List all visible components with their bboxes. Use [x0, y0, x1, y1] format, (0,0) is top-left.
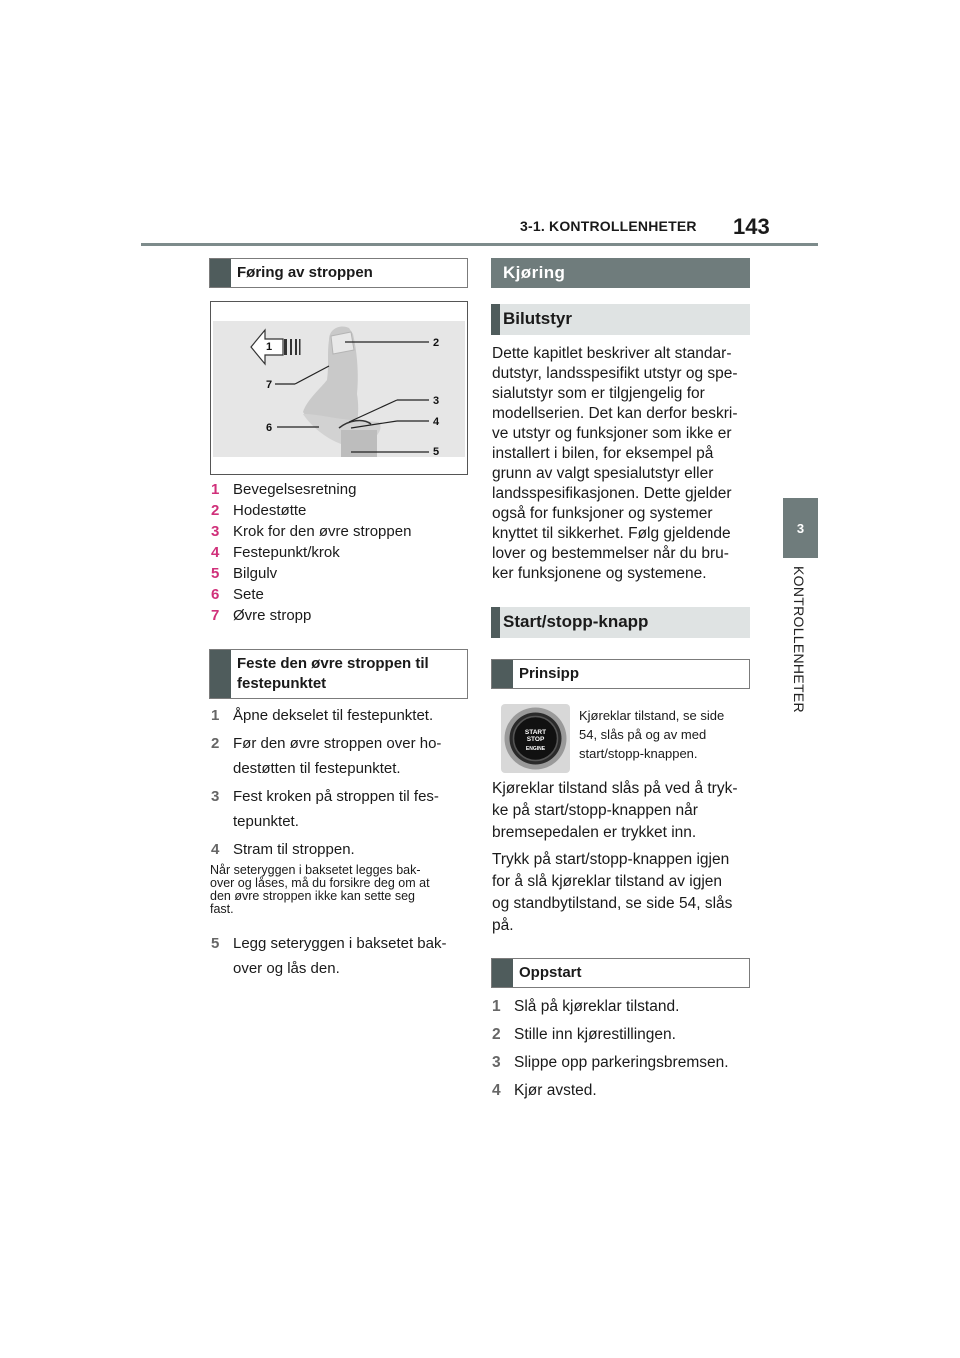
callout-7: 7 [266, 379, 273, 391]
paragraph-line: ke på start/stopp-knappen når [492, 802, 698, 819]
paragraph-line: sialutstyr som er tilgjengelig for [492, 385, 705, 402]
headrest-shape [331, 332, 354, 354]
legend-item [211, 605, 471, 626]
step-number: 1 [211, 707, 220, 724]
step-text: destøtten til festepunktet. [233, 760, 401, 777]
heading-bar [491, 607, 500, 638]
heading-box-attach-strap [209, 649, 468, 699]
paragraph-line: ker funksjonene og systemene. [492, 565, 707, 582]
step-item [211, 933, 473, 979]
chapter-tab: 3 [783, 498, 818, 558]
paragraph-line: lover og bestemmelser når du bru- [492, 545, 729, 562]
paragraph-line: installert i bilen, for eksempel på [492, 445, 714, 462]
legend-number: 1 [211, 481, 220, 498]
step-number: 5 [211, 935, 220, 952]
callout-1: 1 [266, 341, 273, 353]
callout-6: 6 [266, 422, 273, 434]
paragraph-line: ve utstyr og funksjoner som ikke er [492, 425, 732, 442]
seat-diagram [211, 302, 467, 474]
heading-box-label: Prinsipp [519, 665, 580, 682]
paragraph-line: bremsepedalen er trykket inn. [492, 824, 697, 841]
subheading-label: Bilutstyr [503, 309, 572, 328]
page-number: 143 [733, 214, 770, 239]
step-item [492, 1080, 754, 1101]
paragraph-line: modellserien. Det kan derfor beskri- [492, 405, 738, 422]
step-text: Stram til stroppen. [233, 841, 355, 858]
legend-text: Øvre stropp [233, 607, 312, 624]
heading-bar [210, 650, 231, 698]
caption-line: start/stopp-knappen. [579, 746, 698, 761]
legend-item [211, 521, 471, 542]
legend-number: 4 [211, 544, 220, 561]
button-text-start: START [524, 729, 547, 736]
paragraph-line: grunn av valgt spesialutstyr eller [492, 465, 714, 482]
legend-number: 2 [211, 502, 220, 519]
step-item [492, 1052, 754, 1073]
step-number: 4 [211, 841, 220, 858]
floor-shape [341, 430, 377, 457]
legend-text: Hodestøtte [233, 502, 307, 519]
step-text: Før den øvre stroppen over ho- [233, 735, 442, 752]
step-text: Kjør avsted. [514, 1082, 597, 1099]
paragraph-line: og standbytilstand, se side 54, slås [492, 895, 733, 912]
step-text: Stille inn kjørestillingen. [514, 1026, 676, 1043]
paragraph-line: også for funksjoner og systemer [492, 505, 713, 522]
button-caption [579, 706, 754, 763]
callout-4: 4 [433, 416, 440, 428]
legend-item [211, 542, 471, 563]
ready-state-paragraph [492, 778, 754, 844]
legend-text: Festepunkt/krok [233, 544, 340, 561]
step-text: over og lås den. [233, 960, 340, 977]
section-heading-driving [491, 258, 750, 288]
heading-bar [491, 304, 500, 335]
figure-legend [211, 479, 471, 626]
legend-text: Krok for den øvre stroppen [233, 523, 412, 540]
paragraph-line: Trykk på start/stopp-knappen igjen [492, 851, 730, 868]
heading-box-principle [491, 659, 750, 689]
step-item [492, 1024, 754, 1045]
button-text-engine: ENGINE [525, 746, 546, 752]
callout-2: 2 [433, 337, 440, 349]
note-line: Når seteryggen i baksetet legges bak- [210, 863, 421, 877]
subheading-start-stop [491, 607, 750, 638]
standby-paragraph [492, 849, 754, 937]
heading-bar [492, 660, 513, 688]
caption-line: Kjøreklar tilstand, se side [579, 708, 725, 723]
subheading-label: Start/stopp-knapp [503, 612, 649, 631]
strap-figure [210, 301, 468, 475]
step-number: 1 [492, 998, 501, 1015]
running-header-title: 3-1. KONTROLLENHETER [520, 218, 697, 234]
chapter-tab-label: KONTROLLENHETER [791, 566, 807, 713]
legend-item [211, 563, 471, 584]
arrow-tail-bar-2 [290, 339, 292, 355]
attach-steps [211, 705, 473, 860]
legend-number: 6 [211, 586, 220, 603]
step-item [211, 839, 473, 860]
step-item [211, 705, 473, 726]
note-line: fast. [210, 902, 234, 916]
heading-box-strap-routing [209, 258, 468, 288]
step-number: 2 [211, 735, 220, 752]
paragraph-line: på. [492, 917, 514, 934]
step-number: 4 [492, 1082, 501, 1099]
heading-box-startup [491, 958, 750, 988]
legend-text: Sete [233, 586, 264, 603]
arrow-tail-bar-4 [299, 339, 301, 355]
subheading-equipment [491, 304, 750, 335]
step-number: 3 [492, 1054, 501, 1071]
step-item [492, 996, 754, 1017]
section-heading-label: Kjøring [503, 263, 566, 282]
paragraph-line: for å slå kjøreklar tilstand av igjen [492, 873, 723, 890]
arrow-tail-bar-1 [284, 339, 287, 355]
legend-item [211, 584, 471, 605]
heading-box-label: Feste den øvre stroppen til festepunktet [237, 655, 429, 692]
step-text: tepunktet. [233, 813, 299, 830]
legend-number: 3 [211, 523, 220, 540]
heading-box-label: Føring av stroppen [237, 264, 373, 281]
warning-note [210, 864, 472, 916]
paragraph-line: Dette kapitlet beskriver alt standar- [492, 345, 732, 362]
heading-box-label: Oppstart [519, 964, 582, 981]
step-text: Fest kroken på stroppen til fes- [233, 788, 439, 805]
legend-item [211, 479, 471, 500]
button-text-stop: STOP [526, 736, 545, 743]
start-stop-button-icon [501, 704, 570, 773]
step-text: Slippe opp parkeringsbremsen. [514, 1054, 729, 1071]
equipment-paragraph [492, 344, 754, 584]
step-item [211, 733, 473, 779]
legend-item [211, 500, 471, 521]
legend-text: Bevegelsesretning [233, 481, 357, 498]
step-text: Åpne dekselet til festepunktet. [233, 707, 434, 724]
step-text: Slå på kjøreklar tilstand. [514, 998, 680, 1015]
step-number: 2 [492, 1026, 501, 1043]
start-stop-button-image [501, 704, 570, 773]
legend-number: 5 [211, 565, 220, 582]
heading-bar [210, 259, 231, 287]
note-line: den øvre stroppen ikke kan sette seg [210, 889, 415, 903]
caption-line: 54, slås på og av med [579, 727, 707, 742]
legend-text: Bilgulv [233, 565, 278, 582]
legend-number: 7 [211, 607, 220, 624]
paragraph-line: knyttet til sikkerhet. Følg gjeldende [492, 525, 731, 542]
step-number: 3 [211, 788, 220, 805]
header-divider [141, 243, 818, 246]
startup-steps [492, 996, 754, 1101]
arrow-tail-bar-3 [295, 339, 297, 355]
heading-bar [492, 959, 513, 987]
callout-5: 5 [433, 446, 440, 458]
step-text: Legg seteryggen i baksetet bak- [233, 935, 447, 952]
step-item [211, 786, 473, 832]
step-5 [211, 933, 473, 979]
note-line: over og låses, må du forsikre deg om at [210, 876, 430, 890]
paragraph-line: landsspesifikasjonen. Dette gjelder [492, 485, 732, 502]
callout-3: 3 [433, 395, 440, 407]
paragraph-line: Kjøreklar tilstand slås på ved å tryk- [492, 780, 738, 797]
paragraph-line: dutstyr, landsspesifikt utstyr og spe- [492, 365, 738, 382]
